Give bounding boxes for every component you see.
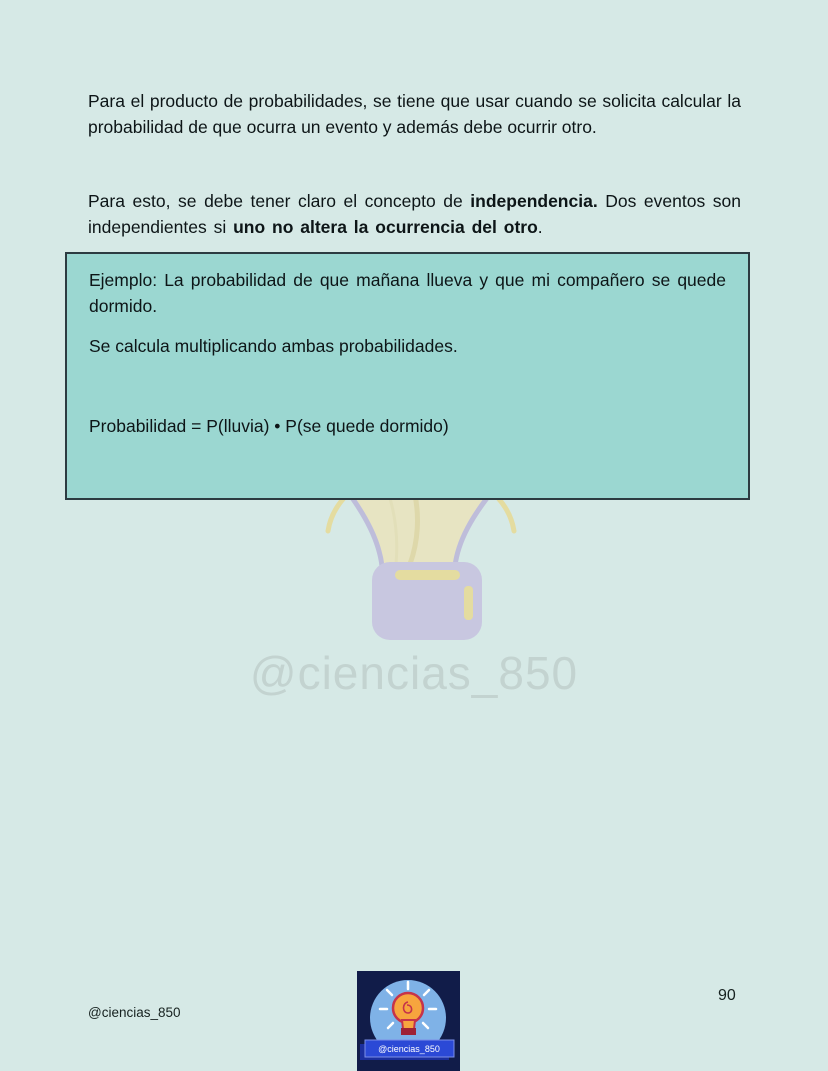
example-method: Se calcula multiplicando ambas probabilidades. [89, 336, 458, 356]
independence-paragraph: Para esto, se debe tener claro el concepto de independencia. Dos eventos son independientes si uno no altera la ocurrencia del otro. [88, 191, 741, 237]
page-number: 90 [718, 987, 736, 1004]
logo-banner-text: @ciencias_850 [378, 1044, 440, 1054]
example-box [65, 252, 750, 500]
lightbulb-watermark-icon [318, 486, 518, 646]
watermark-handle: @ciencias_850 [249, 647, 579, 699]
footer-handle: @ciencias_850 [88, 1005, 181, 1020]
example-statement: Ejemplo: La probabilidad de que mañana llueva y que mi compañero se quede dormido. [89, 270, 726, 316]
intro-paragraph: Para el producto de probabilidades, se tiene que usar cuando se solicita calcular la probabilidad de que ocurra un evento y además debe ocurrir otro. [88, 91, 741, 137]
example-formula: Probabilidad = P(lluvia) • P(se quede dormido) [89, 416, 449, 436]
ciencias-logo [357, 971, 460, 1071]
